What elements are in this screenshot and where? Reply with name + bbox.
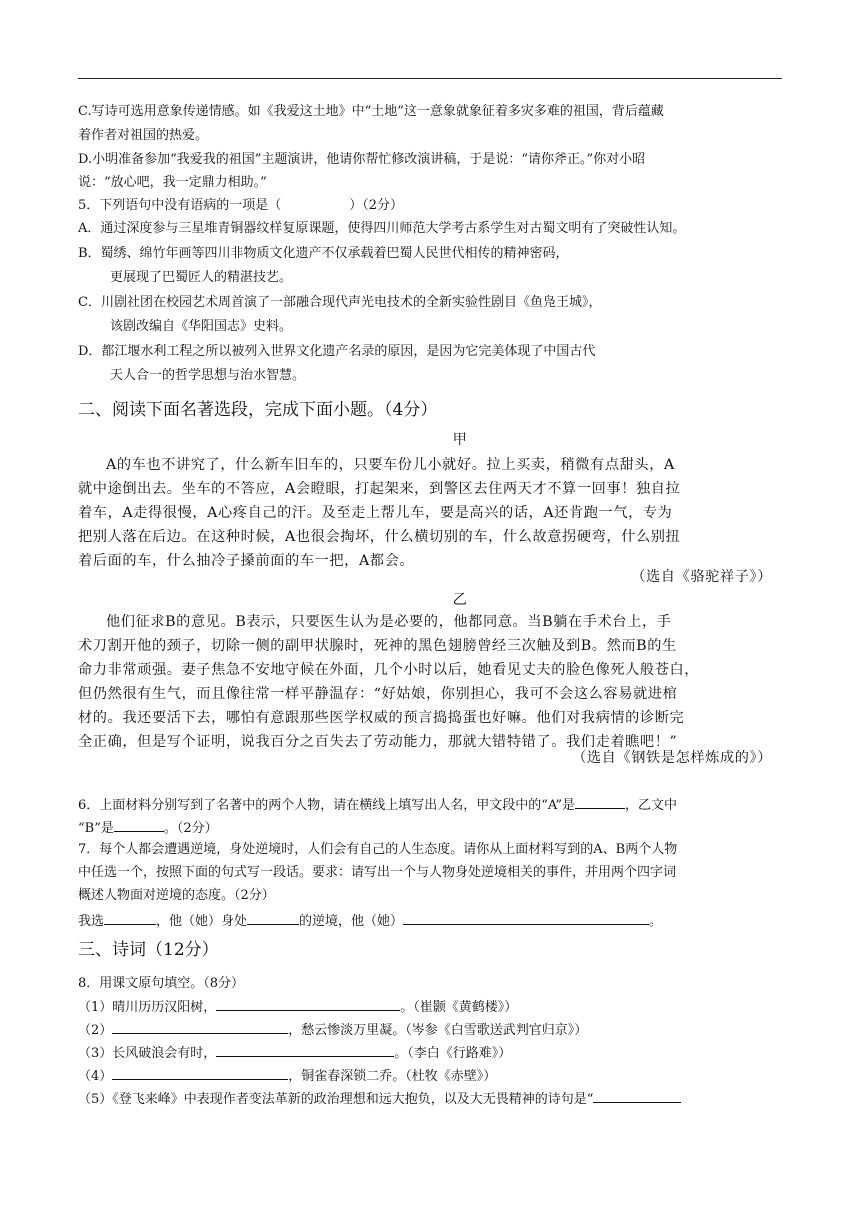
q8-item-4-source: ，铜雀春深锁二乔。（杜牧《赤壁》） xyxy=(288,1069,497,1084)
q6-text-a: 6．上面材料分别写到了名著中的两个人物，请在横线上填写出人名，甲文段中的“A”是 xyxy=(78,798,576,813)
q6-text-c: “B”是 xyxy=(78,821,114,836)
passage-jia-label: 甲 xyxy=(452,432,468,448)
q7-line1: 7．每个人都会遭遇逆境，身处逆境时，人们会有自己的人生态度。请你从上面材料写到的A、B两个人物 xyxy=(78,842,678,857)
passage-jia-line2: 就中途倒出去。坐车的不答应，A会瞪眼，打起架来，到警区去住两天才不算一回事！独自拉 xyxy=(78,481,681,497)
q5-option-d-line2: 天人合一的哲学思想与治水智慧。 xyxy=(110,368,306,383)
q8-blank-3[interactable] xyxy=(216,1044,394,1057)
passage-jia-line1: A的车也不讲究了，什么新车旧车的，只要车份儿小就好。拉上买卖，稍微有点甜头，A xyxy=(106,457,675,473)
passage-yi-line1: 他们征求B的意见。B表示，只要医生认为是必要的，他都同意。当B躺在手术台上，手 xyxy=(106,614,672,630)
q7-text-2: ，他（她）身处 xyxy=(156,914,248,929)
q7-text-3: 的逆境，他（她） xyxy=(299,914,404,929)
q8-item-2-text: （2） xyxy=(78,1023,113,1038)
q5-stem xyxy=(78,198,403,214)
q8-item-3 xyxy=(78,1044,511,1062)
q8-blank-4[interactable] xyxy=(112,1067,288,1080)
q8-item-1 xyxy=(78,998,517,1016)
q5-option-a: A．通过深度参与三星堆青铜器纹样复原课题，使得四川师范大学考古系学生对古蜀文明有了突破性认知。 xyxy=(78,221,686,236)
q4-option-d-line2: 说：“放心吧，我一定鼎力相助。” xyxy=(78,175,267,190)
q4-option-c-line1: C.写诗可选用意象传递情感。如《我爱这土地》中“土地”这一意象就象征着多灾多难的祖国，背后蕴藏 xyxy=(78,104,664,119)
q7-line2: 中任选一个，按照下面的句式写一段话。要求：请写出一个与人物身处逆境相关的事件，并用两个四字词 xyxy=(78,865,677,880)
q5-option-b-line1: B．蜀绣、绵竹年画等四川非物质文化遗产不仅承载着巴蜀人民世代相传的精神密码， xyxy=(78,246,569,261)
q7-blank-person[interactable] xyxy=(104,912,156,925)
q8-item-1-text: （1）晴川历历汉阳树， xyxy=(78,1000,217,1015)
q7-blank-situation[interactable] xyxy=(247,912,299,925)
q8-item-1-source: 。（崔颢《黄鹤楼》） xyxy=(400,1000,518,1015)
passage-yi-source: （选自《钢铁是怎样炼成的》） xyxy=(572,750,772,766)
q8-item-5-text: （5）《登飞来峰》中表现作者变法革新的政治理想和远大抱负，以及大无畏精神的诗句是“ xyxy=(78,1092,594,1107)
q4-option-c-line2: 着作者对祖国的热爱。 xyxy=(78,128,209,143)
q6-blank-b[interactable] xyxy=(114,819,164,832)
q7-text-1: 我选 xyxy=(78,914,105,929)
q8-item-3-text: （3）长风破浪会有时， xyxy=(78,1046,217,1061)
section3-heading: 三、诗词（12分） xyxy=(78,940,219,960)
passage-jia-source: （选自《骆驼祥子》） xyxy=(631,569,772,585)
q4-option-d-line1: D.小明准备参加“我爱我的祖国”主题演讲，他请你帮忙修改演讲稿，于是说：“请你斧正。”你对小昭 xyxy=(78,152,646,167)
q7-blank-attitude[interactable] xyxy=(403,912,649,925)
passage-jia-line4: 把别人落在后边。在这种时候，A也很会掏坏，什么横切别的车，什么故意拐硬弯，什么别扭 xyxy=(78,529,681,545)
q5-stem-text: 5．下列语句中没有语病的一项是（ xyxy=(78,198,282,213)
passage-yi-line5: 材的。我还要活下去，哪怕有意跟那些医学权威的预言捣捣蛋也好嘛。他们对我病情的诊断完 xyxy=(78,710,685,726)
passage-yi-line6: 全正确，但是写个证明，说我百分之百失去了劳动能力，那就大错特错了。我们走着瞧吧！” xyxy=(78,734,678,750)
q6-text-b: ，乙文中 xyxy=(625,798,678,813)
q6-blank-a[interactable] xyxy=(575,796,625,809)
q5-option-c-line1: C．川剧社团在校园艺术周首演了一部融合现代声光电技术的全新实验性剧目《鱼凫王城》， xyxy=(78,295,602,310)
section2-heading: 二、阅读下面名著选段，完成下面小题。（4分） xyxy=(78,400,438,420)
q8-item-5 xyxy=(78,1090,681,1108)
q5-option-c-line2: 该剧改编自《华阳国志》史料。 xyxy=(110,319,293,334)
q7-line3: 概述人物面对逆境的态度。（2分） xyxy=(78,888,275,903)
q6-line2 xyxy=(78,819,218,837)
passage-yi-line4: 但仍然很有生气，而且像往常一样平静温存：“好姑娘，你别担心，我可不会这么容易就进棺 xyxy=(78,686,678,702)
q6-text-d: 。（2分） xyxy=(163,821,218,836)
q8-item-3-source: 。（李白《行路难》） xyxy=(394,1046,512,1061)
q6-line1 xyxy=(78,796,677,814)
passage-jia-line5: 着后面的车，什么抽冷子搡前面的车一把，A都会。 xyxy=(78,553,415,569)
q8-blank-5[interactable] xyxy=(593,1090,681,1103)
q8-blank-2[interactable] xyxy=(112,1021,288,1034)
q8-blank-1[interactable] xyxy=(216,998,400,1011)
header-rule xyxy=(78,78,782,79)
q8-item-2 xyxy=(78,1021,587,1039)
q5-option-d-line1: D．都江堰水利工程之所以被列入世界文化遗产名录的原因，是因为它完美体现了中国古代 xyxy=(78,344,596,359)
passage-yi-label: 乙 xyxy=(452,592,468,608)
passage-jia-line3: 着车，A走得很慢，A心疼自己的汗。及至走上帮儿车，要是高兴的话，A还肯跑一气，专为 xyxy=(78,505,673,521)
q7-sentence xyxy=(78,912,662,930)
q8-item-4-text: （4） xyxy=(78,1069,113,1084)
q5-option-b-line2: 更展现了巴蜀匠人的精湛技艺。 xyxy=(110,270,293,285)
q8-item-4 xyxy=(78,1067,496,1085)
q5-stem-score: ）（2分） xyxy=(349,198,404,213)
q7-text-4: 。 xyxy=(649,914,663,929)
passage-yi-line2: 术刀割开他的颈子，切除一侧的副甲状腺时，死神的黑色翅膀曾经三次触及到B。然而B的生 xyxy=(78,638,677,654)
passage-yi-line3: 命力非常顽强。妻子焦急不安地守候在外面，几个小时以后，她看见丈夫的脸色像死人般苍白， xyxy=(78,662,700,678)
q8-stem: 8．用课文原句填空。（8分） xyxy=(78,976,245,991)
q8-item-2-source: ，愁云惨淡万里凝。（岑参《白雪歌送武判官归京》） xyxy=(288,1023,588,1038)
